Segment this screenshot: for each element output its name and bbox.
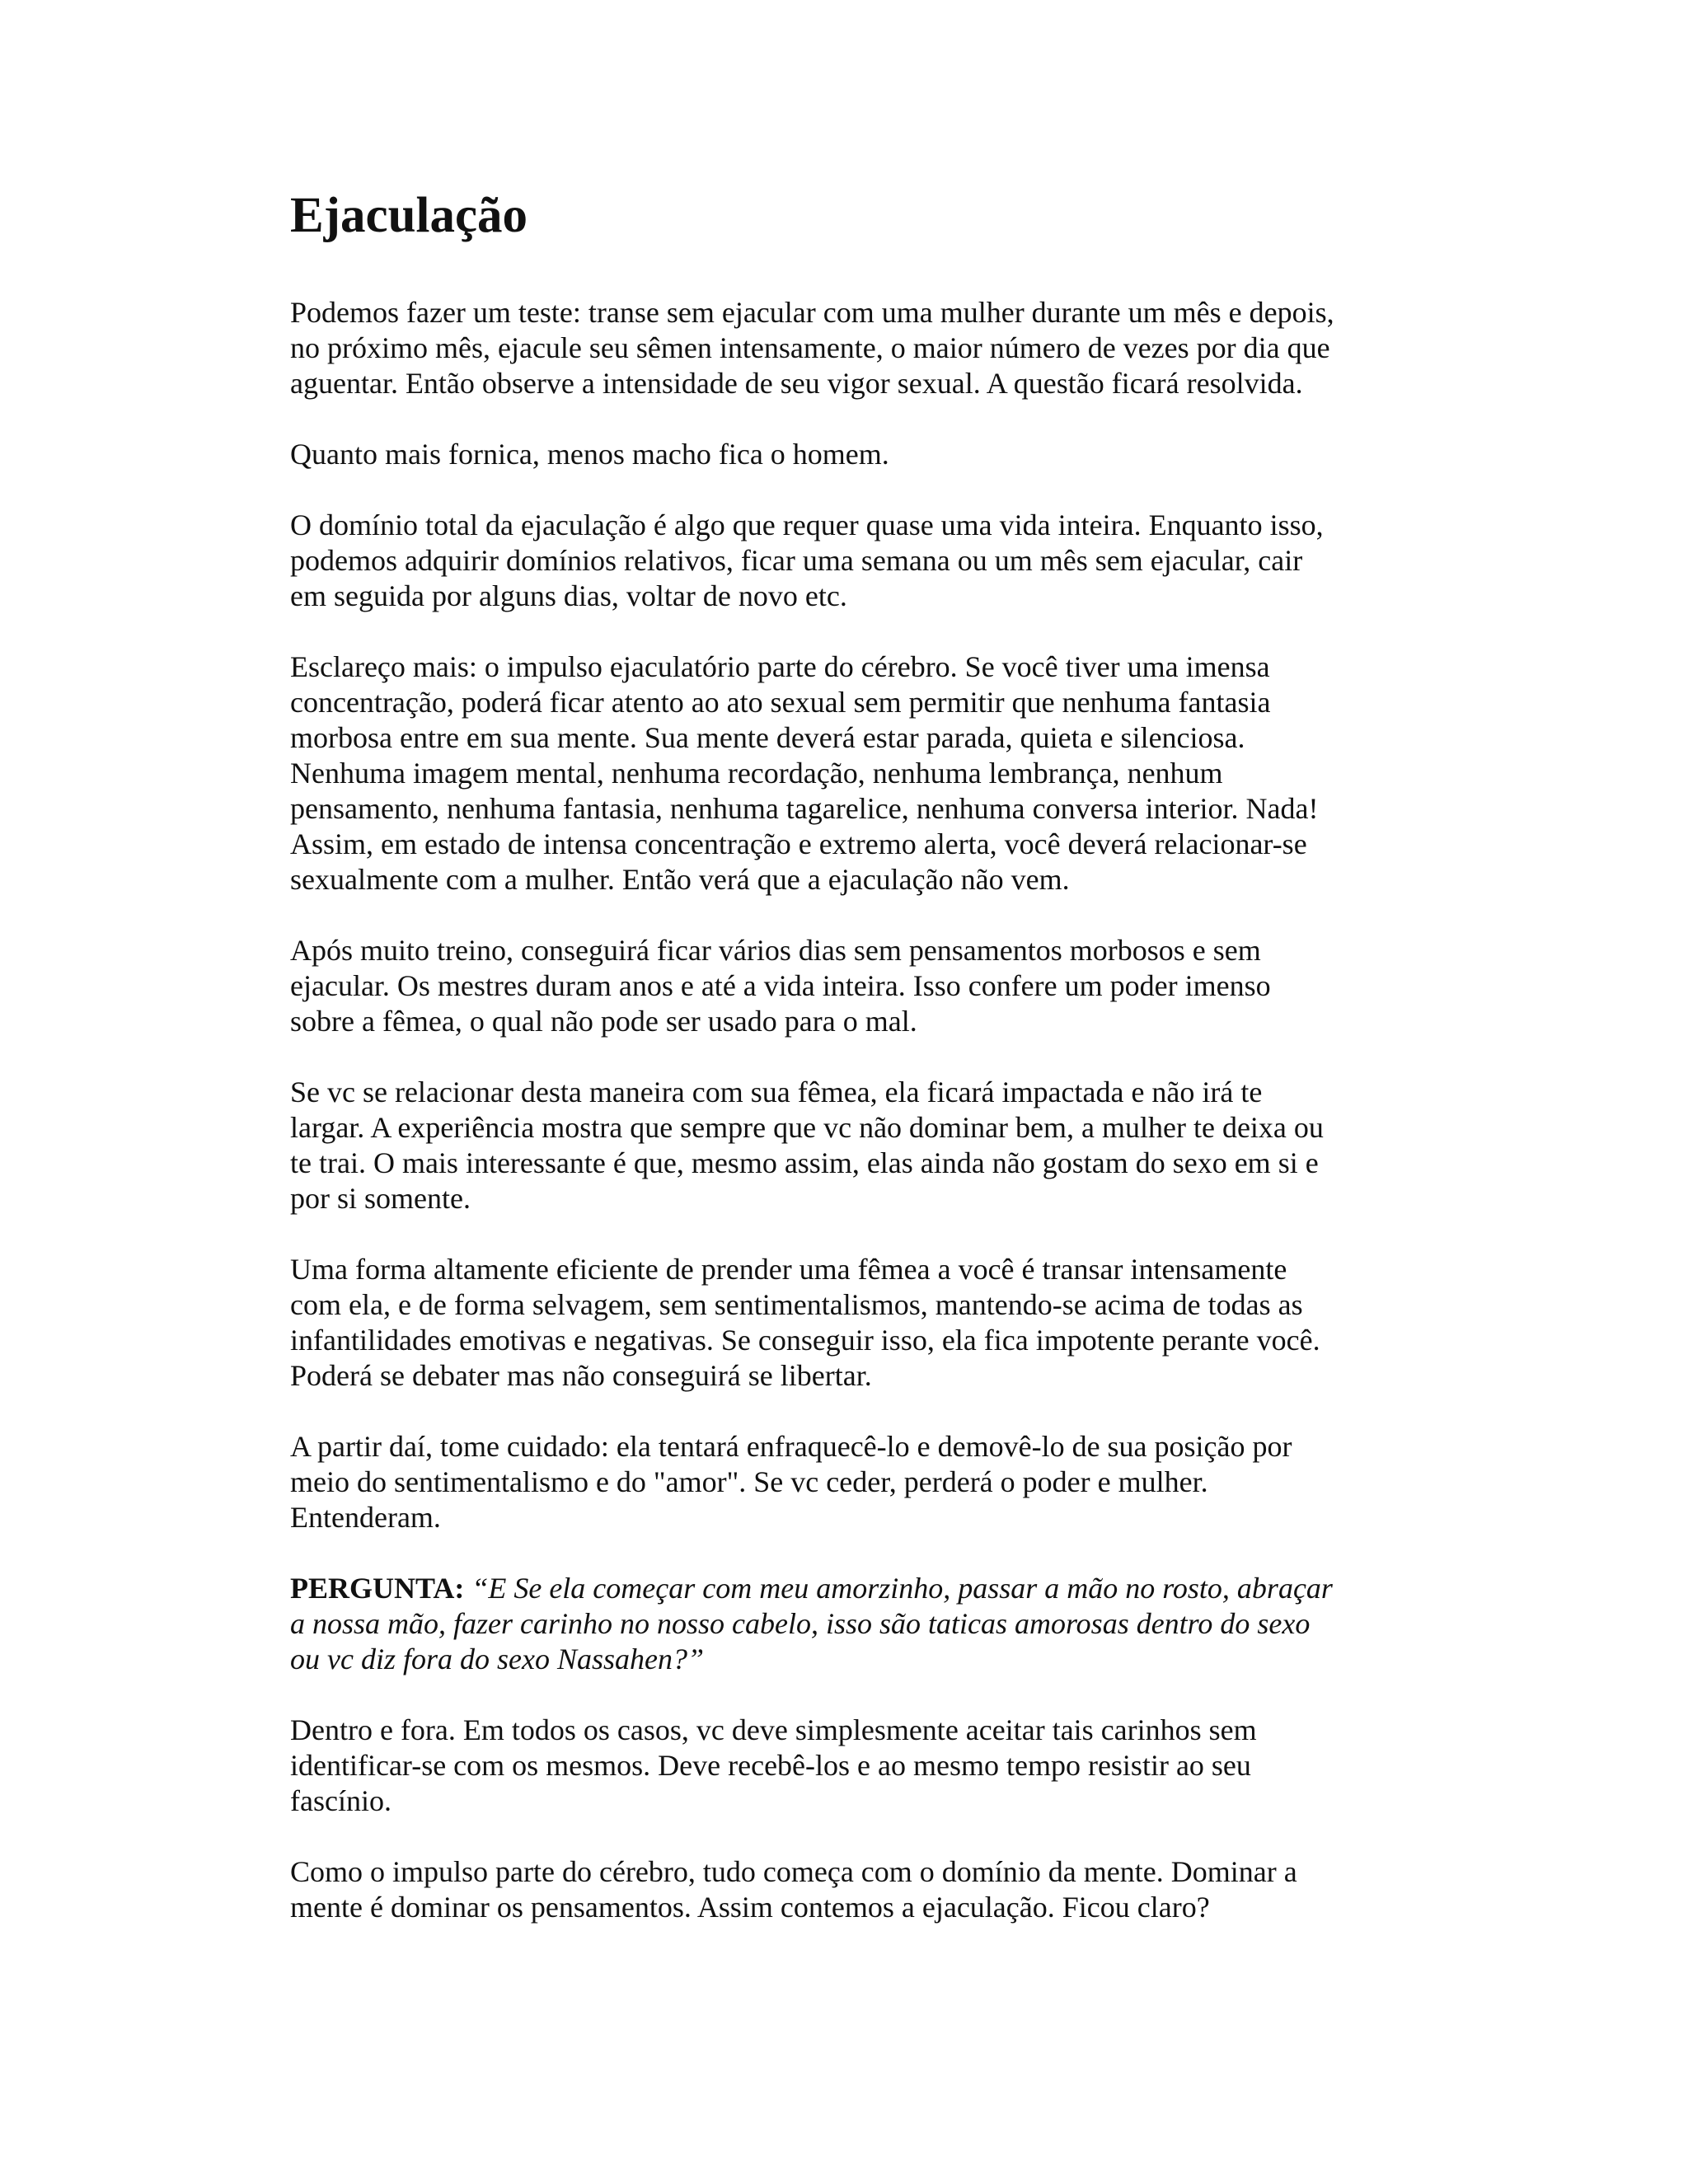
text-line: com ela, e de forma selvagem, sem sentimentalismos, mantendo-se acima de todas as [290, 1288, 1303, 1321]
paragraph [290, 508, 1395, 614]
paragraph [290, 437, 1395, 472]
text-line: Podemos fazer um teste: transe sem ejacular com uma mulher durante um mês e depois, [290, 296, 1334, 329]
text-line: mente é dominar os pensamentos. Assim contemos a ejaculação. Ficou claro? [290, 1891, 1210, 1924]
text-line: A partir daí, tome cuidado: ela tentará enfraquecê-lo e demovê-lo de sua posição por [290, 1430, 1292, 1463]
text-line: Como o impulso parte do cérebro, tudo começa com o domínio da mente. Dominar a [290, 1855, 1297, 1888]
text-line: morbosa entre em sua mente. Sua mente deverá estar parada, quieta e silenciosa. [290, 721, 1245, 754]
text-line: Poderá se debater mas não conseguirá se libertar. [290, 1359, 872, 1392]
question-text: “E Se ela começar com meu amorzinho, passar a mão no rosto, abraçar [464, 1572, 1333, 1605]
text-line: Esclareço mais: o impulso ejaculatório parte do cérebro. Se você tiver uma imensa [290, 650, 1270, 683]
text-line: podemos adquirir domínios relativos, ficar uma semana ou um mês sem ejacular, cair [290, 544, 1303, 577]
text-line: O domínio total da ejaculação é algo que requer quase uma vida inteira. Enquanto isso, [290, 509, 1324, 541]
text-line: Uma forma altamente eficiente de prender uma fêmea a você é transar intensamente [290, 1253, 1287, 1286]
paragraph [290, 649, 1395, 898]
text-line: te trai. O mais interessante é que, mesmo assim, elas ainda não gostam do sexo em si e [290, 1146, 1319, 1179]
question-text-line: a nossa mão, fazer carinho no nosso cabelo, isso são taticas amorosas dentro do sexo [290, 1607, 1311, 1640]
text-line: Após muito treino, conseguirá ficar vários dias sem pensamentos morbosos e sem [290, 934, 1261, 967]
text-line: infantilidades emotivas e negativas. Se conseguir isso, ela fica impotente perante você. [290, 1324, 1320, 1357]
text-line: fascínio. [290, 1784, 392, 1817]
paragraph [290, 1429, 1395, 1535]
text-line: Assim, em estado de intensa concentração e extremo alerta, você deverá relacionar-se [290, 827, 1307, 860]
text-line: pensamento, nenhuma fantasia, nenhuma tagarelice, nenhuma conversa interior. Nada! [290, 792, 1319, 825]
document-body [290, 183, 1395, 1961]
text-line: por si somente. [290, 1182, 471, 1215]
paragraph [290, 1252, 1395, 1394]
text-line: aguentar. Então observe a intensidade de seu vigor sexual. A questão ficará resolvida. [290, 367, 1303, 400]
text-line: Nenhuma imagem mental, nenhuma recordação, nenhuma lembrança, nenhum [290, 757, 1223, 790]
question-paragraph [290, 1571, 1395, 1677]
document-title: Ejaculação [290, 188, 528, 243]
text-line: largar. A experiência mostra que sempre que vc não dominar bem, a mulher te deixa ou [290, 1111, 1324, 1144]
text-line: Quanto mais fornica, menos macho fica o homem. [290, 438, 889, 471]
paragraph [290, 1854, 1395, 1925]
text-line: em seguida por alguns dias, voltar de novo etc. [290, 579, 847, 612]
question-label: PERGUNTA: [290, 1572, 465, 1605]
question-text-line: ou vc diz fora do sexo Nassahen?” [290, 1643, 704, 1675]
text-line: identificar-se com os mesmos. Deve recebê-los e ao mesmo tempo resistir ao seu [290, 1749, 1251, 1782]
paragraph [290, 295, 1395, 401]
text-line: sobre a fêmea, o qual não pode ser usado para o mal. [290, 1005, 917, 1038]
text-line: meio do sentimentalismo e do "amor". Se vc ceder, perderá o poder e mulher. [290, 1465, 1208, 1498]
text-line: no próximo mês, ejacule seu sêmen intensamente, o maior número de vezes por dia que [290, 331, 1330, 364]
text-line: Entenderam. [290, 1501, 441, 1534]
text-line: ejacular. Os mestres duram anos e até a vida inteira. Isso confere um poder imenso [290, 969, 1271, 1002]
paragraph [290, 1075, 1395, 1216]
answer-paragraph [290, 1713, 1395, 1819]
text-line: Se vc se relacionar desta maneira com sua fêmea, ela ficará impactada e não irá te [290, 1076, 1263, 1108]
text-line: Dentro e fora. Em todos os casos, vc deve simplesmente aceitar tais carinhos sem [290, 1713, 1257, 1746]
paragraph [290, 933, 1395, 1039]
text-line: sexualmente com a mulher. Então verá que a ejaculação não vem. [290, 863, 1070, 896]
text-line [290, 1571, 1395, 1606]
text-line: concentração, poderá ficar atento ao ato sexual sem permitir que nenhuma fantasia [290, 686, 1271, 719]
